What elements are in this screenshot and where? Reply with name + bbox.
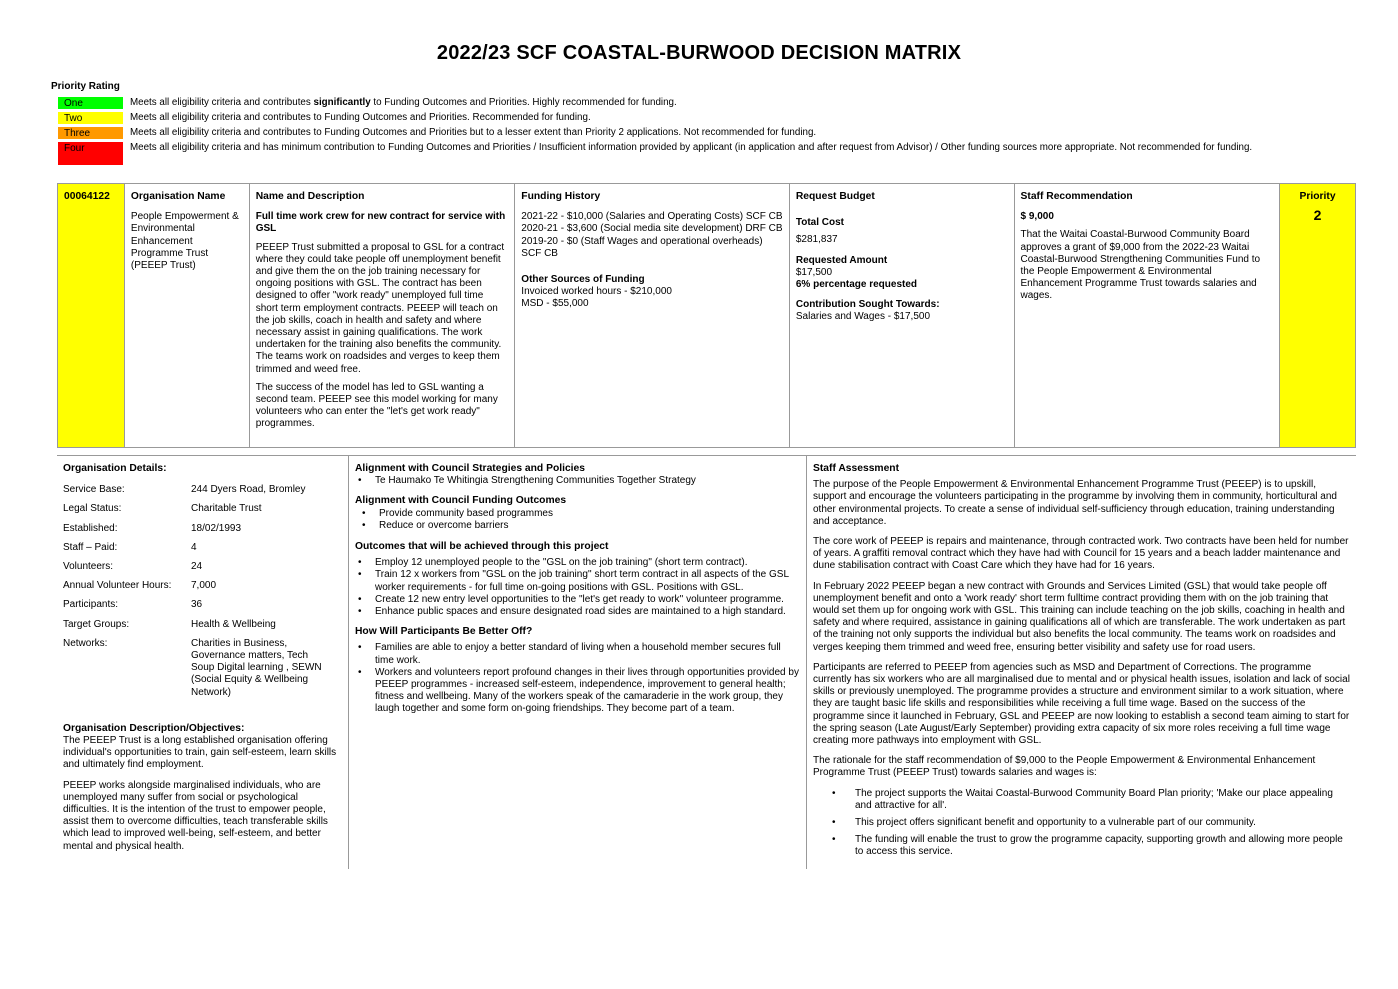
staff-assessment-paragraph: In February 2022 PEEEP began a new contract with Grounds and Services Limited (GSL) that would take people off unemployment benefit and onto a 'work ready' short term fulltime contract providing them with on the job training that would set them up for ongoing work with GSL. This training can include teaching on the job skills, coaching in health and safety and where required, assistance in gaining qualifications all of which are transferable. The work undertaken as part of the training not only supports the individual but also benefits the local community. The teams work on roadsides and verges keeping them trimmed and weed free, ensuring better visibility and safety use for road users. (813, 580, 1346, 653)
detail-label: Volunteers: (63, 561, 114, 573)
list-item: • The project supports the Waitai Coastal-Burwood Community Board Plan priority; 'Make our place appealing and attractive for all'. (855, 788, 1350, 812)
funding-history-heading: Funding History (521, 191, 601, 202)
application-id-cell (58, 184, 125, 447)
priority-level-three (57, 126, 1317, 140)
list-item: • The funding will enable the trust to grow the programme capacity, supporting growth and allowing more people to access this service. (855, 834, 1350, 858)
contribution-value: Salaries and Wages - $17,500 (795, 311, 931, 323)
detail-label: Networks: (63, 637, 108, 649)
funding-history-item: 2019-20 - $0 (Staff Wages and operational overheads) SCF CB (521, 235, 763, 259)
request-budget-cell (790, 184, 1015, 447)
detail-row-target-groups (63, 619, 342, 631)
funding-history-item: 2020-21 - $3,600 (Social media site development) DRF CB (521, 223, 783, 235)
priority-heading: Priority (1299, 191, 1336, 202)
detail-row-service-base (63, 484, 342, 496)
staff-recommendation-heading: Staff Recommendation (1020, 191, 1133, 202)
details-section (57, 455, 1356, 869)
priority-desc-one (124, 96, 1317, 109)
detail-row-staff-paid (63, 542, 342, 554)
priority-desc-one-pre: Meets all eligibility criteria and contributes (130, 97, 314, 108)
priority-desc-three: Meets all eligibility criteria and contributes to Funding Outcomes and Priorities but to a lesser extent than Priority 2 applications. Not recommended for funding. (130, 127, 817, 138)
priority-desc-one-bold: significantly (313, 97, 371, 108)
outcomes-achieved-list (355, 557, 800, 618)
priority-rating-heading: Priority Rating (51, 81, 120, 92)
list-item: • Create 12 new entry level opportunities to the "let's get ready to work'' volunteer programme. (375, 594, 800, 606)
strategies-list (355, 475, 800, 487)
staff-assessment-paragraph: Participants are referred to PEEEP from agencies such as MSD and Department of Corrections. The programme currently has six workers who are all marginalised due to mental and or physical health issues, isolation and lack of social skills or previously unemployed. The programme provides a structure and environment similar to a work situation, where they are taught basic life skills and responsibilities while receiving a full time wage. Based on the success of the programme since it launched in February, GSL and PEEEP are now looking to establish a second team aiming to start for the spring season (Late August/Early September) providing extra capacity of six more roles receiving a full time wage creating more pathways into employment with GSL. (813, 661, 1350, 747)
detail-label: Established: (63, 522, 118, 534)
priority-level-four (57, 141, 1317, 166)
organisation-details-column (57, 456, 348, 869)
detail-label: Service Base: (63, 484, 125, 496)
outcomes-achieved-heading: Outcomes that will be achieved through this project (355, 541, 609, 553)
priority-swatch-four: Four (57, 141, 124, 166)
name-description-heading: Name and Description (255, 191, 365, 202)
project-title: Full time work crew for new contract for service with GSL (255, 211, 506, 235)
detail-row-established (63, 523, 342, 535)
requested-amount-label: Requested Amount (795, 254, 888, 266)
other-sources-heading: Other Sources of Funding (521, 274, 645, 286)
detail-row-volunteer-hours (63, 580, 342, 592)
detail-label: Annual Volunteer Hours: (63, 580, 172, 592)
priority-level-one (57, 96, 1317, 110)
name-description-cell (250, 184, 516, 447)
staff-recommendation-cell (1015, 184, 1281, 447)
detail-label: Participants: (63, 599, 119, 611)
detail-row-networks (63, 638, 342, 699)
project-description-p1: PEEEP Trust submitted a proposal to GSL for a contract where they could take people off unemployment benefit and give them the on the job training necessary for ongoing positions with GSL. The contract has been designed to offer "work ready" unemployed full time short term employment contracts. PEEEP will teach on the job skills, coach in health and safety and where necessary assist in gaining qualifications. The work undertaken for the training also benefits the community. The teams work on roadsides and verges to keep them trimmed and weed free. (255, 241, 505, 375)
detail-label: Staff – Paid: (63, 541, 118, 553)
detail-value: 36 (191, 599, 203, 611)
organisation-name-heading: Organisation Name (130, 191, 226, 202)
project-description-p2: The success of the model has led to GSL wanting a second team. PEEEP see this model working for many volunteers who can enter the "let's get work ready" programmes. (255, 381, 498, 430)
staff-assessment-column (806, 456, 1356, 869)
list-item: • This project offers significant benefit and opportunity to a vulnerable part of our community. (855, 817, 1350, 829)
detail-value: 24 (191, 561, 203, 573)
staff-recommendation-amount: $ 9,000 (1020, 211, 1054, 223)
list-item: • Train 12 x workers from "GSL on the job training'' short term contract in all aspects of the GSL worker requirements - for full time on-going positions with GSL. Positions with GSL. (375, 569, 800, 593)
organisation-name: People Empowerment & Environmental Enhancement Programme Trust (PEEEP Trust) (130, 211, 239, 272)
detail-value: 7,000 (191, 580, 217, 592)
staff-assessment-paragraph: The purpose of the People Empowerment & Environmental Enhancement Programme Trust (PEEEP) is to upskill, support and encourage the volunteers participating in the programme by involving them in community, horticultural and other environmental projects. To create a sense of individual self-sufficiency through education, training understanding and acceptance. (813, 479, 1337, 527)
detail-value: 18/02/1993 (191, 522, 242, 534)
priority-desc-four: Meets all eligibility criteria and has minimum contribution to Funding Outcomes and Priorities / Insufficient information provided by applicant (in application and after request from Advisor) / Other funding sources more appropriate. Not recommended for funding. (130, 142, 1253, 153)
list-item: • Reduce or overcome barriers (379, 520, 800, 532)
staff-assessment-heading: Staff Assessment (813, 463, 900, 474)
list-item: • Workers and volunteers report profound changes in their lives through opportunities provided by PEEEP programmes - increased self-esteem, independence, improvement to general health; fitness and wellbeing. Many of the workers speak of the camaraderie in the work group, they laugh together and some form on-going friendships. They become part of a team. (375, 667, 800, 716)
other-source-item: MSD - $55,000 (521, 298, 589, 310)
page-title: 2022/23 SCF COASTAL-BURWOOD DECISION MATRIX (436, 42, 962, 64)
contribution-label: Contribution Sought Towards: (795, 299, 940, 311)
organisation-details-heading: Organisation Details: (63, 463, 167, 474)
organisation-name-cell (125, 184, 250, 447)
list-item: • Provide community based programmes (379, 508, 800, 520)
other-source-item: Invoiced worked hours - $210,000 (521, 286, 672, 298)
list-item: • Families are able to enjoy a better standard of living when a household member secures full time work. (375, 642, 800, 666)
strategies-heading: Alignment with Council Strategies and Policies (355, 463, 586, 474)
detail-label: Legal Status: (63, 503, 122, 515)
priority-swatch-three: Three (57, 126, 124, 140)
priority-desc-two: Meets all eligibility criteria and contributes to Funding Outcomes and Priorities. Recommended for funding. (130, 112, 591, 123)
requested-amount-value: $17,500 (795, 266, 833, 278)
detail-label: Target Groups: (63, 618, 130, 630)
list-item: • Employ 12 unemployed people to the "GSL on the job training" (short term contract). (375, 557, 800, 569)
total-cost-value: $281,837 (795, 234, 838, 246)
detail-value: Charitable Trust (191, 503, 262, 515)
priority-swatch-two: Two (57, 111, 124, 125)
priority-cell (1280, 184, 1355, 447)
priority-swatch-one: One (57, 96, 124, 110)
total-cost-label: Total Cost (795, 217, 845, 229)
detail-value: 4 (191, 541, 197, 553)
decision-matrix-table (57, 183, 1356, 448)
staff-assessment-paragraph: The rationale for the staff recommendation of $9,000 to the People Empowerment & Environmental Enhancement Programme Trust (PEEEP Trust) towards salaries and wages is: (813, 755, 1316, 779)
funding-outcomes-heading: Alignment with Council Funding Outcomes (355, 495, 567, 507)
organisation-description-p1: The PEEEP Trust is a long established organisation offering individual's opportunities to train, gain self-esteem, learn skills and ultimately find employment. (63, 735, 337, 771)
organisation-description-p2: PEEEP works alongside marginalised individuals, who are unemployed many suffer from social or psychological difficulties. It is the intention of the trust to empower people, assist them to overcome difficulties, teach transferable skills which lead to improved well-being, self-esteem, and better mental and physical health. (63, 779, 328, 852)
list-item: • Te Haumako Te Whitingia Strengthening Communities Together Strategy (375, 475, 800, 487)
detail-row-volunteers (63, 561, 342, 573)
rationale-list (813, 788, 1350, 859)
priority-legend (57, 96, 1317, 167)
application-id: 00064122 (64, 191, 110, 202)
alignment-column (348, 456, 806, 869)
priority-desc-one-post: to Funding Outcomes and Priorities. Highly recommended for funding. (370, 97, 677, 108)
percentage-requested: 6% percentage requested (795, 279, 918, 291)
priority-value: 2 (1313, 207, 1322, 224)
priority-level-two (57, 111, 1317, 125)
better-off-heading: How Will Participants Be Better Off? (355, 626, 533, 638)
detail-value: Health & Wellbeing (191, 618, 276, 630)
organisation-description-heading: Organisation Description/Objectives: (63, 722, 245, 734)
funding-outcomes-list (355, 508, 800, 532)
staff-recommendation-text: That the Waitai Coastal-Burwood Community Board approves a grant of $9,000 from the 2022-23 Waitai Coastal-Burwood Strengthening Communities Fund to the People Empowerment & Environmental Enhancement Programme Trust towards salaries and wages. (1020, 229, 1261, 302)
staff-assessment-paragraph: The core work of PEEEP is repairs and maintenance, through contracted work. Two contracts have been held for number of years. A graffiti removal contract which they have had with Council for 15 years and a beach ladder maintenance and dune stabilisation contract with Coast Care which they have had for 16 years. (813, 536, 1349, 572)
detail-row-participants (63, 599, 342, 611)
funding-history-cell (515, 184, 790, 447)
request-budget-heading: Request Budget (795, 191, 875, 202)
list-item: • Enhance public spaces and ensure designated road sides are maintained to a high standard. (375, 606, 800, 618)
detail-value: Charities in Business, Governance matters, Tech Soup Digital learning , SEWN (Social Equity & Wellbeing Network) (191, 637, 322, 698)
detail-value: 244 Dyers Road, Bromley (191, 484, 306, 496)
detail-row-legal-status (63, 503, 342, 515)
funding-history-item: 2021-22 - $10,000 (Salaries and Operating Costs) SCF CB (521, 211, 783, 223)
better-off-list (355, 642, 800, 715)
